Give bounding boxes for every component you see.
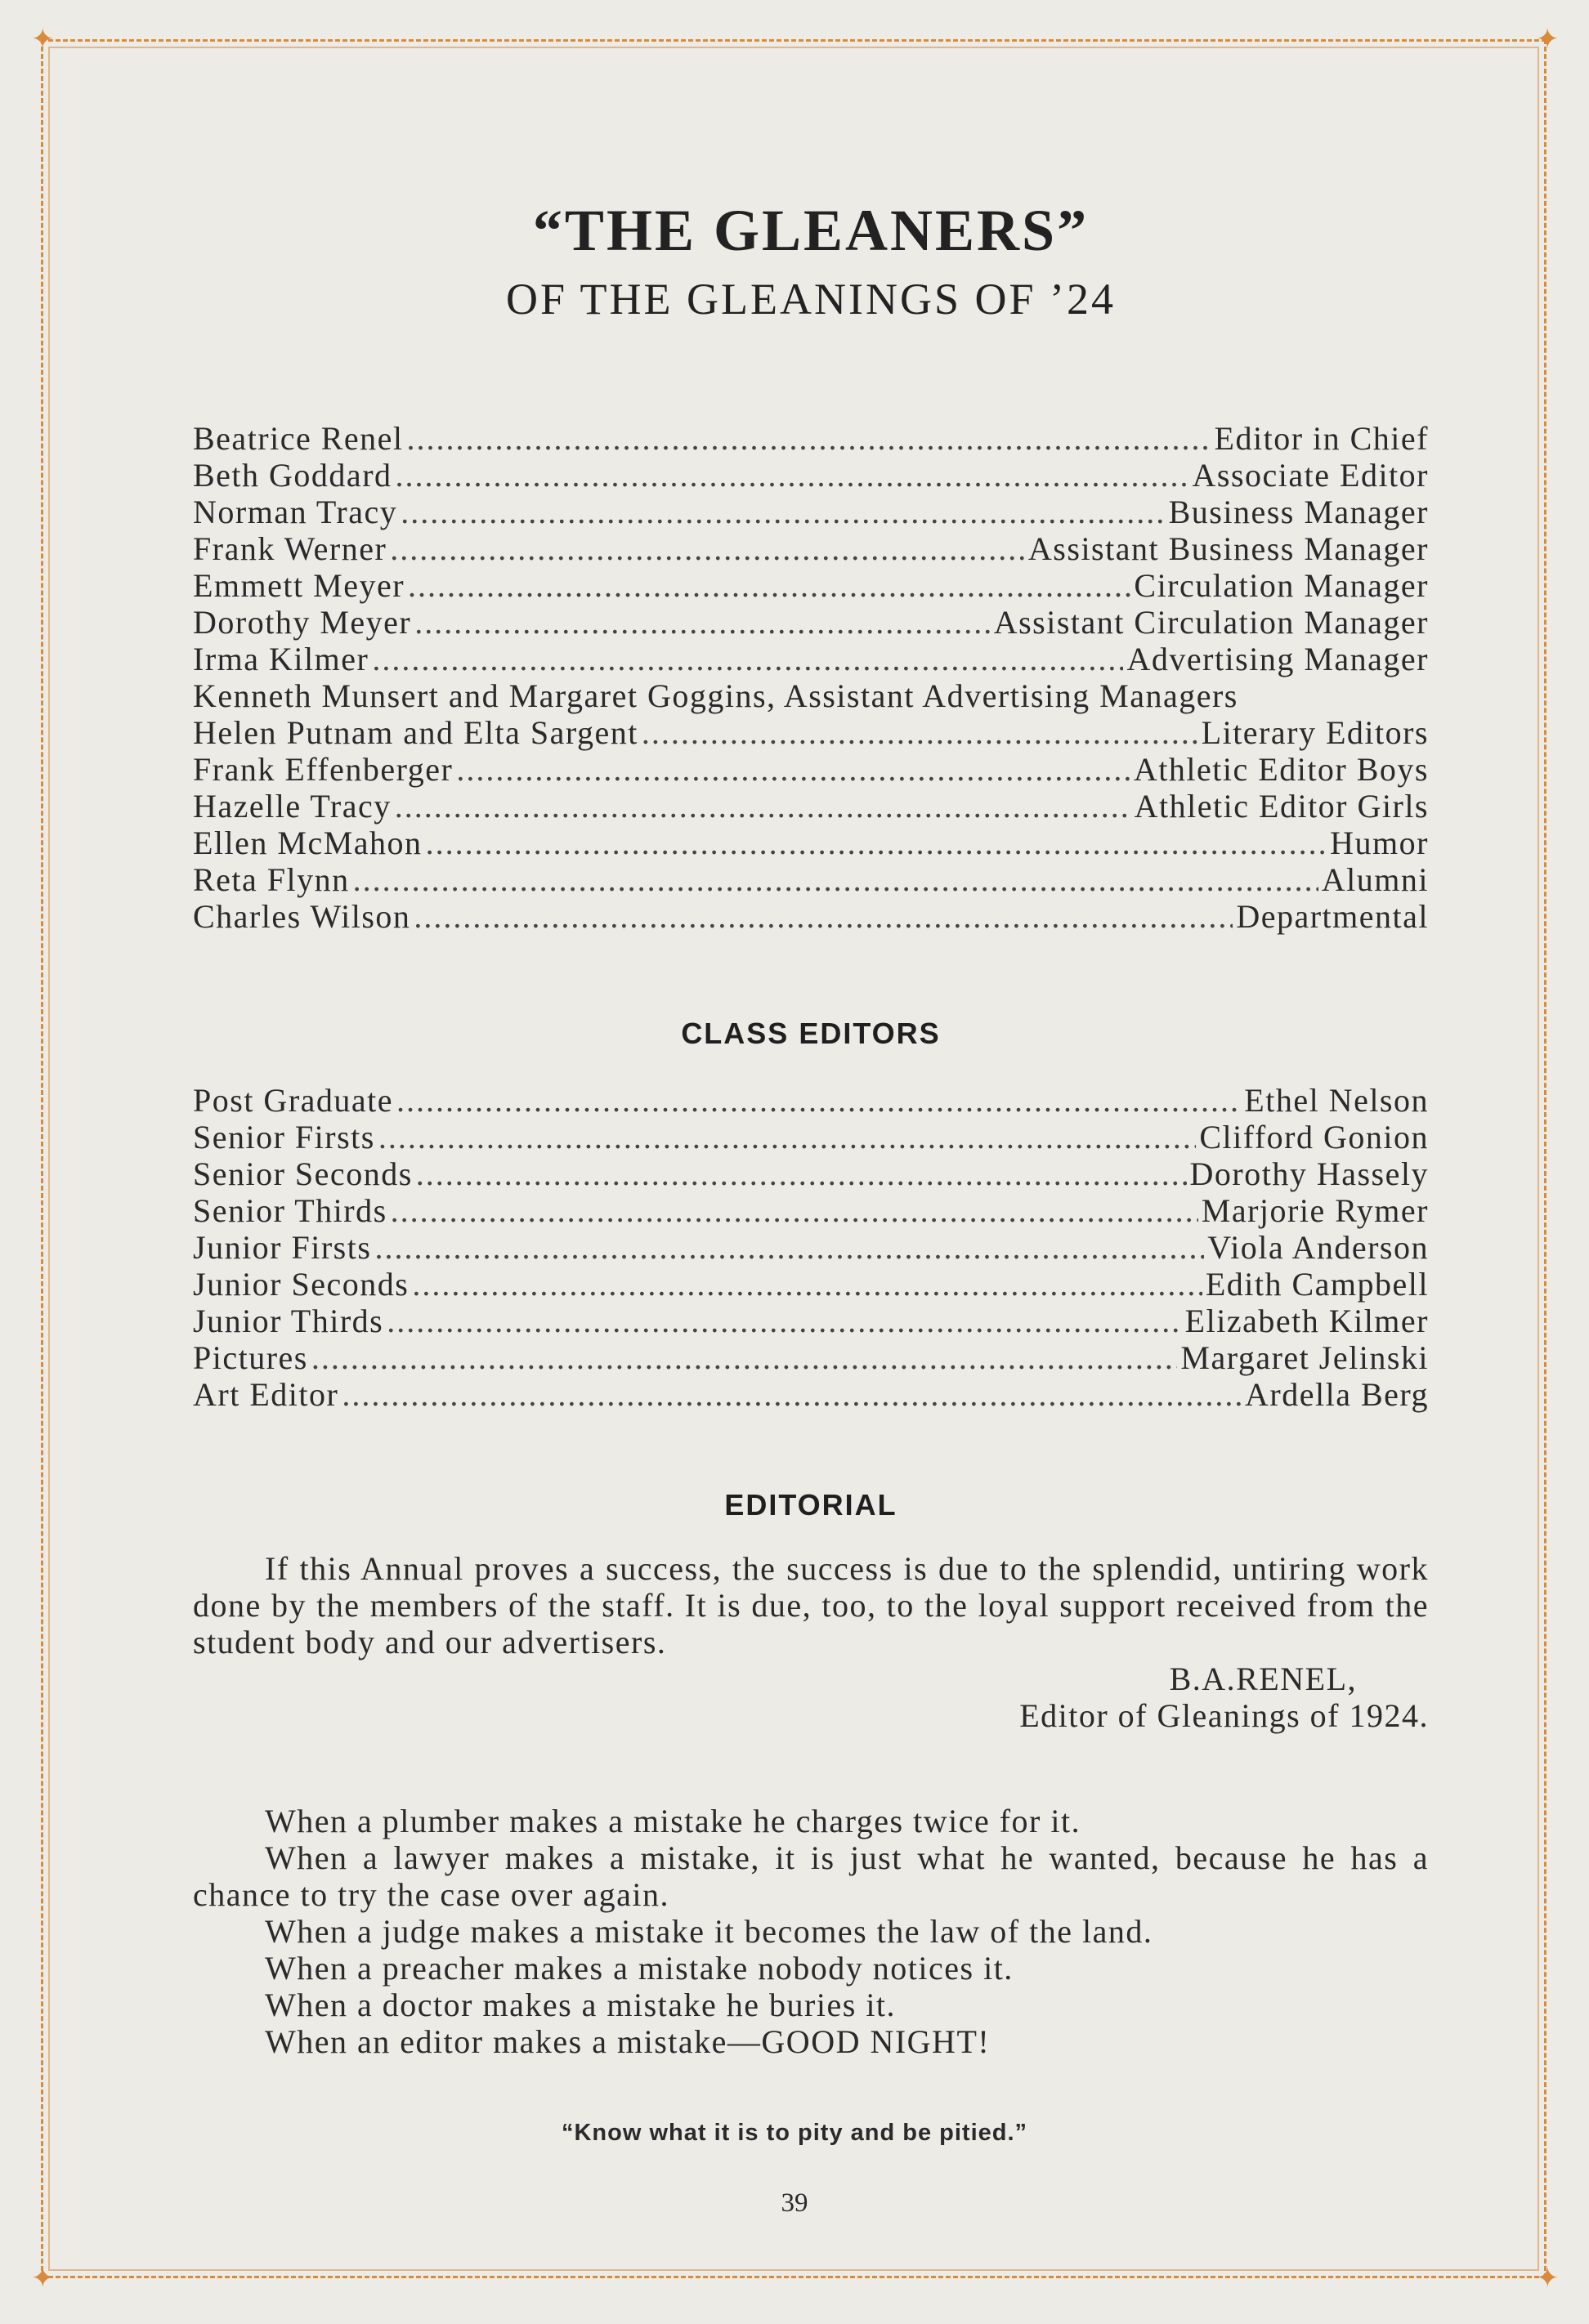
list-item-name: Norman Tracy [193, 494, 398, 530]
dot-leader [390, 530, 1025, 567]
list-item-name: Pictures [193, 1339, 308, 1376]
list-item-name: Frank Effenberger [193, 751, 454, 788]
dot-leader [311, 1339, 1178, 1376]
list-item-role: Ethel Nelson [1244, 1082, 1429, 1119]
corner-ornament-icon: ✦ [1536, 23, 1560, 56]
editorial-body: If this Annual proves a success, the success is due to the splendid, untiring work done by the members of the staff. It is due, too, to the loyal support received from the student body and our advertisers. [193, 1550, 1429, 1660]
joke-line: When a preacher makes a mistake nobody notices it. [265, 1950, 1014, 1987]
dot-leader [414, 898, 1233, 935]
list-item-role: Associate Editor [1192, 457, 1429, 494]
list-item-name: Junior Thirds [193, 1303, 384, 1339]
list-item [193, 494, 1429, 530]
list-item [193, 641, 1429, 677]
dot-leader [387, 1303, 1181, 1339]
list-item-role: Athletic Editor Girls [1134, 788, 1429, 825]
list-item-role: Athletic Editor Boys [1133, 751, 1429, 788]
dot-leader [378, 1119, 1196, 1155]
list-item [193, 567, 1429, 604]
list-item-name: Kenneth Munsert and Margaret Goggins, Assistant Advertising Managers [193, 677, 1238, 714]
class-editors-list [193, 1082, 1429, 1413]
list-item-name: Senior Firsts [193, 1119, 375, 1155]
list-item-role: Ardella Berg [1245, 1376, 1429, 1413]
joke-line: When a plumber makes a mistake he charges twice for it. [265, 1803, 1081, 1839]
list-item-name: Junior Firsts [193, 1229, 372, 1266]
list-item-name: Beatrice Renel [193, 420, 404, 457]
list-item [193, 898, 1429, 935]
list-item-role: Assistant Business Manager [1027, 530, 1429, 567]
list-item-role: Circulation Manager [1134, 567, 1429, 604]
list-item [193, 1155, 1429, 1192]
list-item [193, 604, 1429, 641]
list-item [193, 530, 1429, 567]
list-item [193, 677, 1429, 714]
list-item [193, 1119, 1429, 1155]
class-editors-heading: CLASS EDITORS [681, 1017, 941, 1050]
list-item-role: Alumni [1321, 861, 1429, 898]
list-item-name: Senior Thirds [193, 1192, 387, 1229]
joke-line: When a lawyer makes a mistake, it is just what he wanted, because he has a chance to try the case over again. [193, 1839, 1429, 1913]
dot-leader [426, 825, 1327, 861]
staff-list [193, 420, 1429, 935]
dot-leader [396, 1082, 1241, 1119]
list-item-role: Edith Campbell [1205, 1266, 1429, 1303]
list-item [193, 825, 1429, 861]
dot-leader [342, 1376, 1242, 1413]
list-item [193, 751, 1429, 788]
list-item-role: Business Manager [1168, 494, 1429, 530]
list-item [193, 1192, 1429, 1229]
list-item-role: Dorothy Hassely [1189, 1155, 1429, 1192]
list-item-role: Advertising Manager [1126, 641, 1429, 677]
list-item-role: Marjorie Rymer [1201, 1192, 1429, 1229]
list-item-name: Reta Flynn [193, 861, 350, 898]
editorial-signature-title: Editor of Gleanings of 1924. [1019, 1697, 1429, 1734]
page-number: 39 [781, 2188, 808, 2218]
list-item-role: Margaret Jelinski [1180, 1339, 1429, 1376]
list-item-name: Junior Seconds [193, 1266, 410, 1303]
page-content [193, 196, 1429, 2060]
dot-leader [395, 788, 1131, 825]
dot-leader [396, 457, 1189, 494]
footer-quote: “Know what it is to pity and be pitied.” [561, 2120, 1028, 2146]
dot-leader [642, 714, 1198, 751]
dot-leader [416, 1155, 1187, 1192]
list-item [193, 714, 1429, 751]
list-item-role: Humor [1330, 825, 1429, 861]
list-item [193, 1303, 1429, 1339]
joke-line: When an editor makes a mistake—GOOD NIGHT! [265, 2023, 991, 2060]
editorial-signature-name: B.A.RENEL, [1169, 1660, 1357, 1697]
list-item [193, 1229, 1429, 1266]
dot-leader [456, 751, 1130, 788]
page-title: “THE GLEANERS” [532, 198, 1090, 263]
dot-leader [353, 861, 1318, 898]
list-item [193, 1266, 1429, 1303]
list-item-name: Helen Putnam and Elta Sargent [193, 714, 638, 751]
list-item-name: Senior Seconds [193, 1155, 413, 1192]
dot-leader [414, 604, 990, 641]
joke-line: When a judge makes a mistake it becomes the law of the land. [265, 1913, 1153, 1950]
list-item [193, 420, 1429, 457]
list-item-role: Elizabeth Kilmer [1184, 1303, 1429, 1339]
list-item [193, 1376, 1429, 1413]
corner-ornament-icon: ✦ [1536, 2262, 1560, 2295]
dot-leader [401, 494, 1165, 530]
list-item-role: Viola Anderson [1207, 1229, 1429, 1266]
dot-leader [408, 567, 1130, 604]
list-item-role: Editor in Chief [1214, 420, 1429, 457]
dot-leader [391, 1192, 1198, 1229]
list-item-name: Emmett Meyer [193, 567, 405, 604]
list-item-name: Irma Kilmer [193, 641, 369, 677]
list-item-name: Post Graduate [193, 1082, 394, 1119]
joke-line: When a doctor makes a mistake he buries it. [265, 1987, 897, 2023]
editorial-heading: EDITORIAL [724, 1488, 897, 1522]
list-item-role: Literary Editors [1201, 714, 1429, 751]
list-item-name: Art Editor [193, 1376, 339, 1413]
corner-ornament-icon: ✦ [31, 23, 55, 56]
list-item-name: Beth Goddard [193, 457, 392, 494]
dot-leader [407, 420, 1211, 457]
list-item-name: Hazelle Tracy [193, 788, 392, 825]
page-subtitle: OF THE GLEANINGS OF ’24 [505, 275, 1116, 324]
list-item [193, 457, 1429, 494]
list-item [193, 1082, 1429, 1119]
jokes-block [193, 1803, 1429, 2060]
list-item [193, 1339, 1429, 1376]
list-item-name: Charles Wilson [193, 898, 411, 935]
list-item-role: Assistant Circulation Manager [993, 604, 1429, 641]
corner-ornament-icon: ✦ [31, 2262, 55, 2295]
list-item [193, 788, 1429, 825]
list-item-role: Clifford Gonion [1199, 1119, 1429, 1155]
list-item-name: Dorothy Meyer [193, 604, 412, 641]
list-item-name: Ellen McMahon [193, 825, 423, 861]
dot-leader [412, 1266, 1202, 1303]
dot-leader [374, 1229, 1204, 1266]
list-item-role: Departmental [1236, 898, 1429, 935]
list-item [193, 861, 1429, 898]
list-item-name: Frank Werner [193, 530, 387, 567]
dot-leader [372, 641, 1123, 677]
